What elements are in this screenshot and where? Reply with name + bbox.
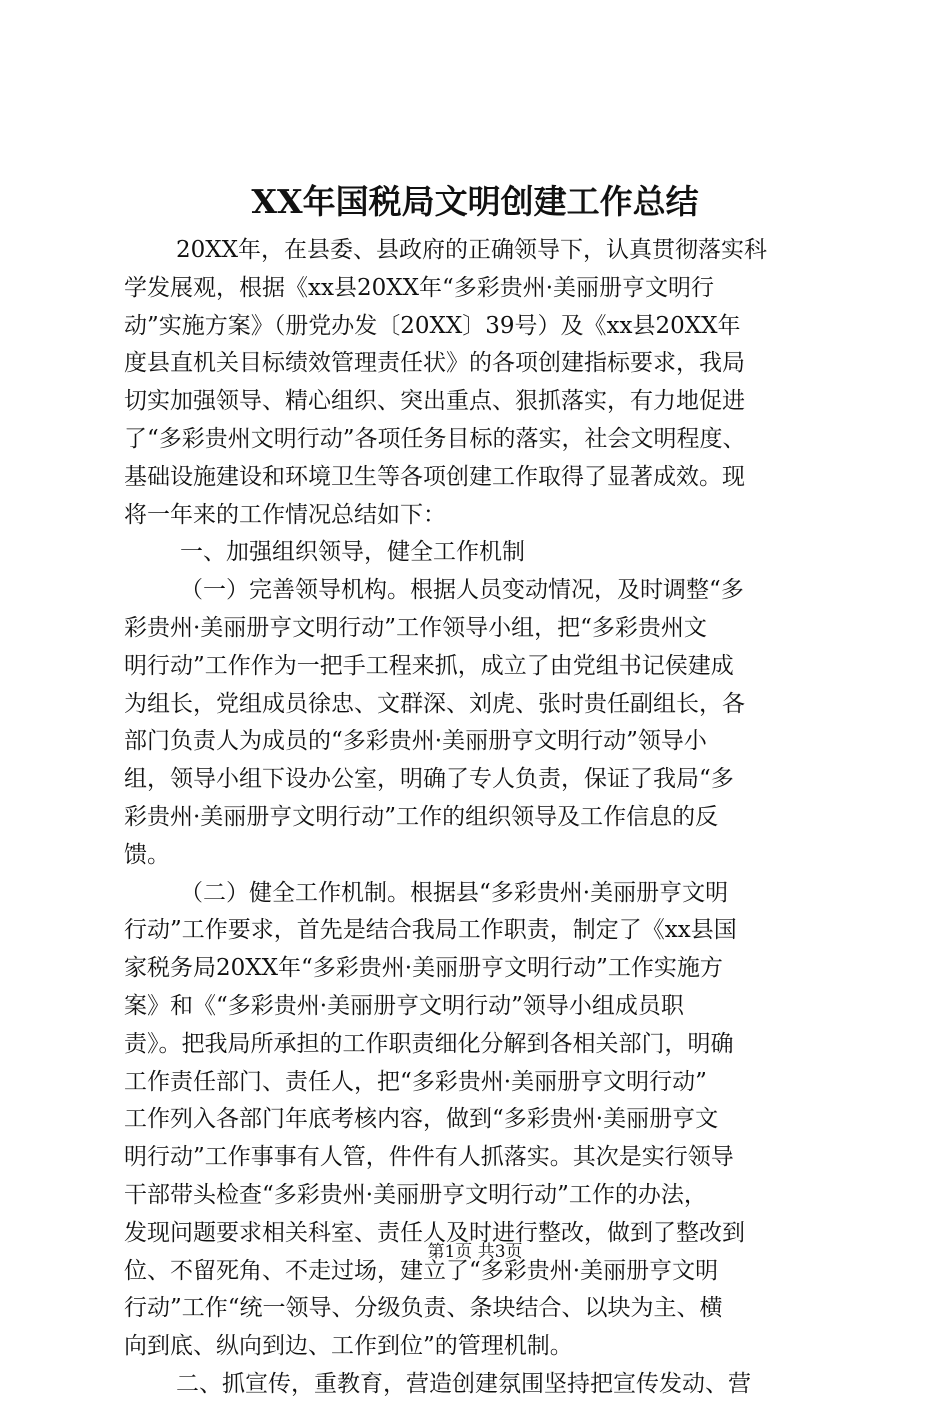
section-heading: 一、加强组织领导，健全工作机制 [180,539,525,566]
page-indicator: 第1页 共3页 [427,1242,523,1262]
body-line: 组，领导小组下设办公室，明确了专人负责，保证了我局“多 [124,766,734,793]
body-line: 明行动”工作事事有人管，件件有人抓落实。其次是实行领导 [124,1144,734,1171]
body-line: 干部带头检查“多彩贵州·美丽册亨文明行动”工作的办法， [124,1181,707,1208]
document-title: XX年国税局文明创建工作总结 [251,182,699,221]
body-line: 行动”工作“统一领导、分级负责、条块结合、以块为主、横 [124,1295,723,1322]
body-line: 责》。把我局所承担的工作职责细化分解到各相关部门，明确 [124,1030,734,1057]
body-line: 行动”工作要求，首先是结合我局工作职责，制定了《xx县国 [124,917,737,944]
document-body [124,232,836,1404]
body-line: 学发展观，根据《xx县20XX年“多彩贵州·美丽册亨文明行 [124,274,715,301]
body-line: 部门负责人为成员的“多彩贵州·美丽册亨文明行动”领导小 [124,728,707,755]
body-line: 馈。 [124,841,170,868]
body-line: 发现问题要求相关科室、责任人及时进行整改，做到了整改到 [124,1219,745,1246]
body-line: 切实加强领导、精心组织、突出重点、狠抓落实，有力地促进 [124,388,745,415]
body-line: 20XX年，在县委、县政府的正确领导下，认真贯彻落实科 [176,237,768,263]
body-line: 将一年来的工作情况总结如下： [124,501,446,528]
body-line: 工作责任部门、责任人，把“多彩贵州·美丽册亨文明行动” [124,1068,707,1095]
body-line: 彩贵州·美丽册亨文明行动”工作的组织领导及工作信息的反 [124,803,719,830]
section-heading: 二、抓宣传，重教育，营造创建氛围坚持把宣传发动、营 [176,1370,751,1397]
body-line: 家税务局20XX年“多彩贵州·美丽册亨文明行动”工作实施方 [124,955,723,982]
body-line: （一）完善领导机构。根据人员变动情况，及时调整“多 [180,577,744,604]
body-line: 为组长，党组成员徐忠、文群深、刘虎、张时贵任副组长，各 [124,690,745,717]
body-line: 位、不留死角、不走过场，建立了“多彩贵州·美丽册亨文明 [124,1257,719,1284]
body-line: 了“多彩贵州文明行动”各项任务目标的落实，社会文明程度、 [124,425,746,452]
body-line: 案》和《“多彩贵州·美丽册亨文明行动”领导小组成员职 [124,992,684,1019]
body-line: 度县直机关目标绩效管理责任状》的各项创建指标要求，我局 [124,350,745,377]
body-line: 明行动”工作作为一把手工程来抓，成立了由党组书记侯建成 [124,652,734,679]
body-line: 基础设施建设和环境卫生等各项创建工作取得了显著成效。现 [124,463,745,490]
body-line: 动”实施方案》（册党办发〔20XX〕39号）及《xx县20XX年 [124,312,741,339]
body-line: 彩贵州·美丽册亨文明行动”工作领导小组，把“多彩贵州文 [124,614,707,641]
body-line: 向到底、纵向到边、工作到位”的管理机制。 [124,1333,573,1360]
body-line: 工作列入各部门年底考核内容，做到“多彩贵州·美丽册亨文 [124,1106,719,1133]
body-line: （二）健全工作机制。根据县“多彩贵州·美丽册亨文明 [180,879,729,906]
